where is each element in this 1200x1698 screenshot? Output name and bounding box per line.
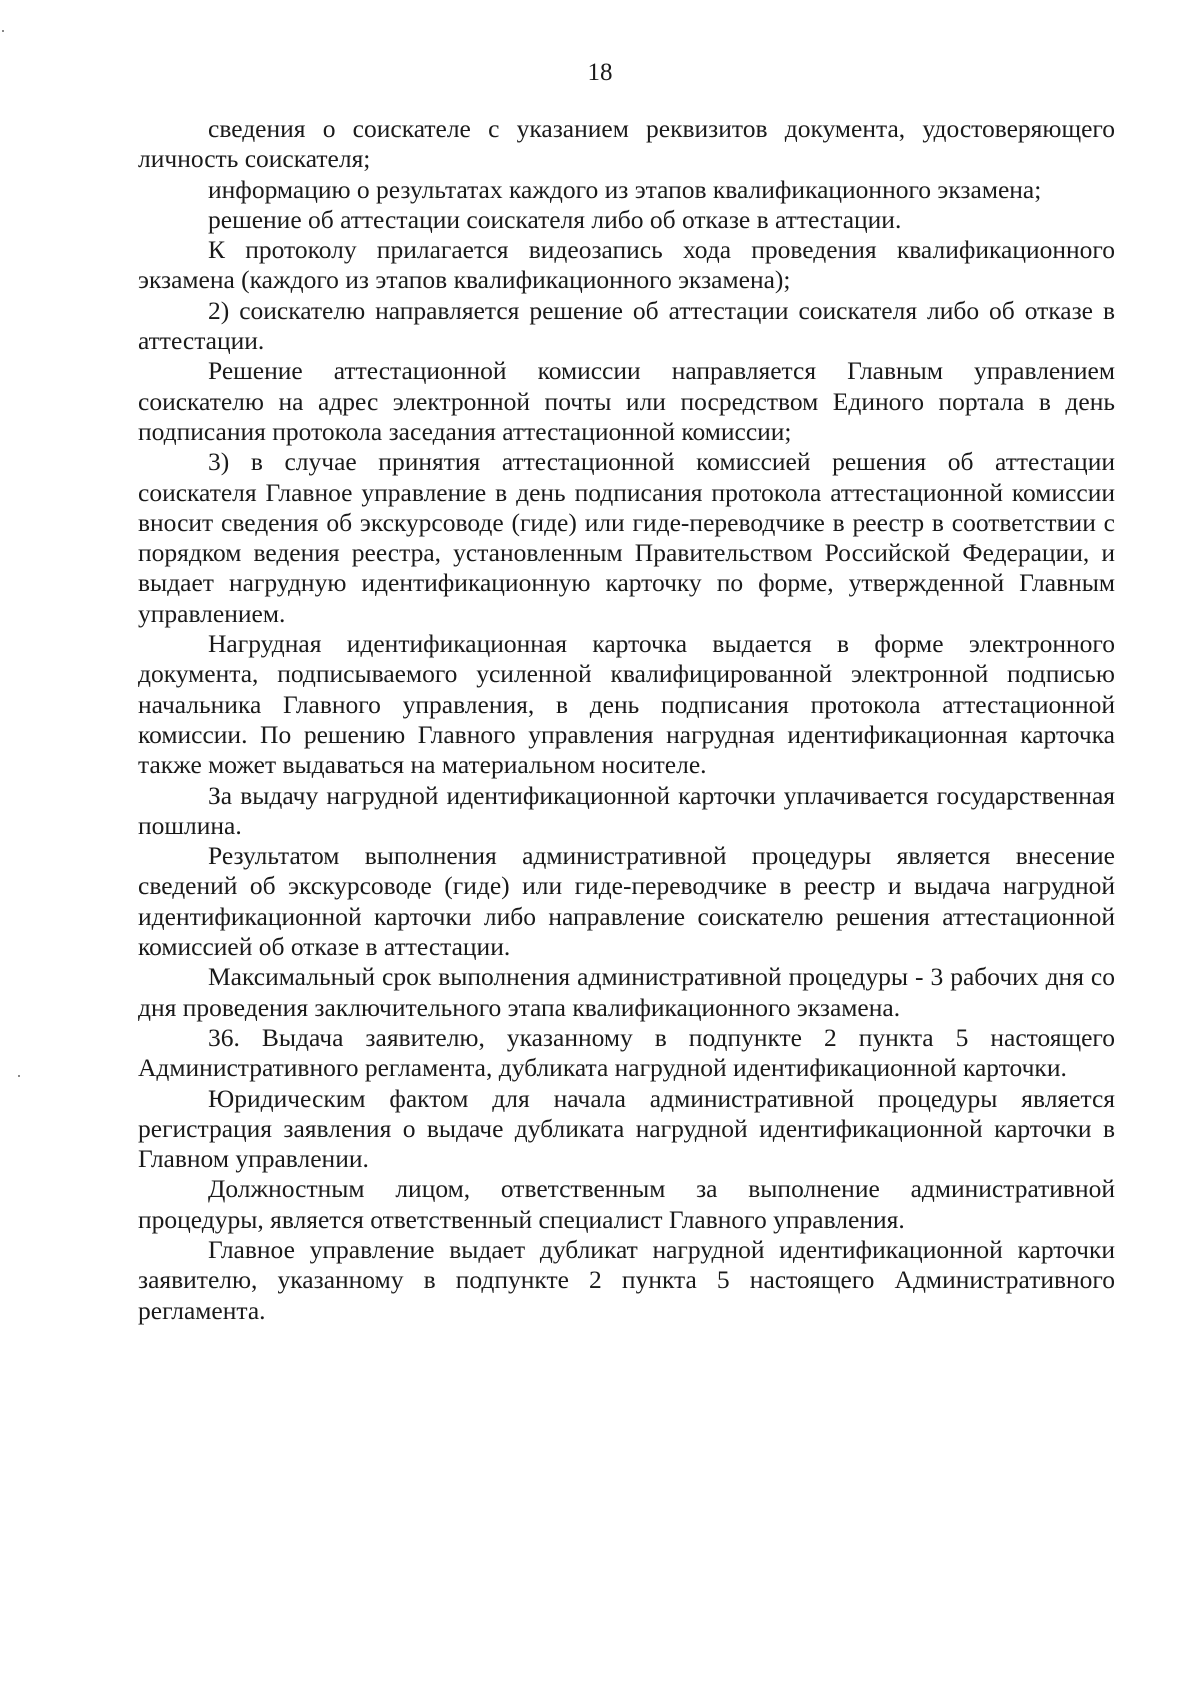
- paragraph: 3) в случае принятия аттестационной комиссией решения об аттестации соискателя Главное управление в день подписания протокола аттестационной комиссии вносит сведения об экскурсоводе (гиде) или гиде-переводчике в реестр в соответствии с порядком ведения реестра, установленным Правительством Российской Федерации, и выдает нагрудную идентификационную карточку по форме, утвержденной Главным управлением.: [138, 447, 1115, 628]
- page-number: 18: [587, 59, 613, 86]
- paragraph: Максимальный срок выполнения административной процедуры - 3 рабочих дня со дня проведения заключительного этапа квалификационного экзамена.: [138, 962, 1115, 1022]
- scan-speck: [18, 1075, 20, 1077]
- paragraph: информацию о результатах каждого из этапов квалификационного экзамена;: [208, 174, 1042, 204]
- scan-speck: [2, 30, 4, 32]
- paragraph: За выдачу нагрудной идентификационной карточки уплачивается государственная пошлина.: [138, 780, 1115, 840]
- paragraph: Главное управление выдает дубликат нагрудной идентификационной карточки заявителю, указанному в подпункте 2 пункта 5 настоящего Административного регламента.: [138, 1234, 1115, 1325]
- paragraph: К протоколу прилагается видеозапись хода проведения квалификационного экзамена (каждого из этапов квалификационного экзамена);: [138, 235, 1115, 295]
- paragraph: Решение аттестационной комиссии направляется Главным управлением соискателю на адрес электронной почты или посредством Единого портала в день подписания протокола заседания аттестационной комиссии;: [138, 356, 1115, 446]
- paragraph: 36. Выдача заявителю, указанному в подпункте 2 пункта 5 настоящего Административного регламента, дубликата нагрудной идентификационной карточки.: [138, 1022, 1115, 1083]
- paragraph: решение об аттестации соискателя либо об отказе в аттестации.: [208, 204, 902, 234]
- paragraph: сведения о соискателе с указанием реквизитов документа, удостоверяющего личность соискателя;: [138, 114, 1115, 174]
- paragraph: 2) соискателю направляется решение об аттестации соискателя либо об отказе в аттестации.: [138, 295, 1115, 356]
- paragraph: Результатом выполнения административной процедуры является внесение сведений об экскурсоводе (гиде) или гиде-переводчике в реестр и выдача нагрудной идентификационной карточки либо направление соискателю решения аттестационной комиссией об отказе в аттестации.: [138, 841, 1115, 962]
- document-body: [138, 114, 1115, 1326]
- paragraph: Юридическим фактом для начала административной процедуры является регистрация заявления о выдаче дубликата нагрудной идентификационной карточки в Главном управлении.: [138, 1083, 1115, 1174]
- paragraph: Нагрудная идентификационная карточка выдается в форме электронного документа, подписываемого усиленной квалифицированной электронной подписью начальника Главного управления, в день подписания протокола аттестационной комиссии. По решению Главного управления нагрудная идентификационная карточка также может выдаваться на материальном носителе.: [138, 629, 1115, 780]
- paragraph: Должностным лицом, ответственным за выполнение административной процедуры, является ответственный специалист Главного управления.: [138, 1174, 1115, 1234]
